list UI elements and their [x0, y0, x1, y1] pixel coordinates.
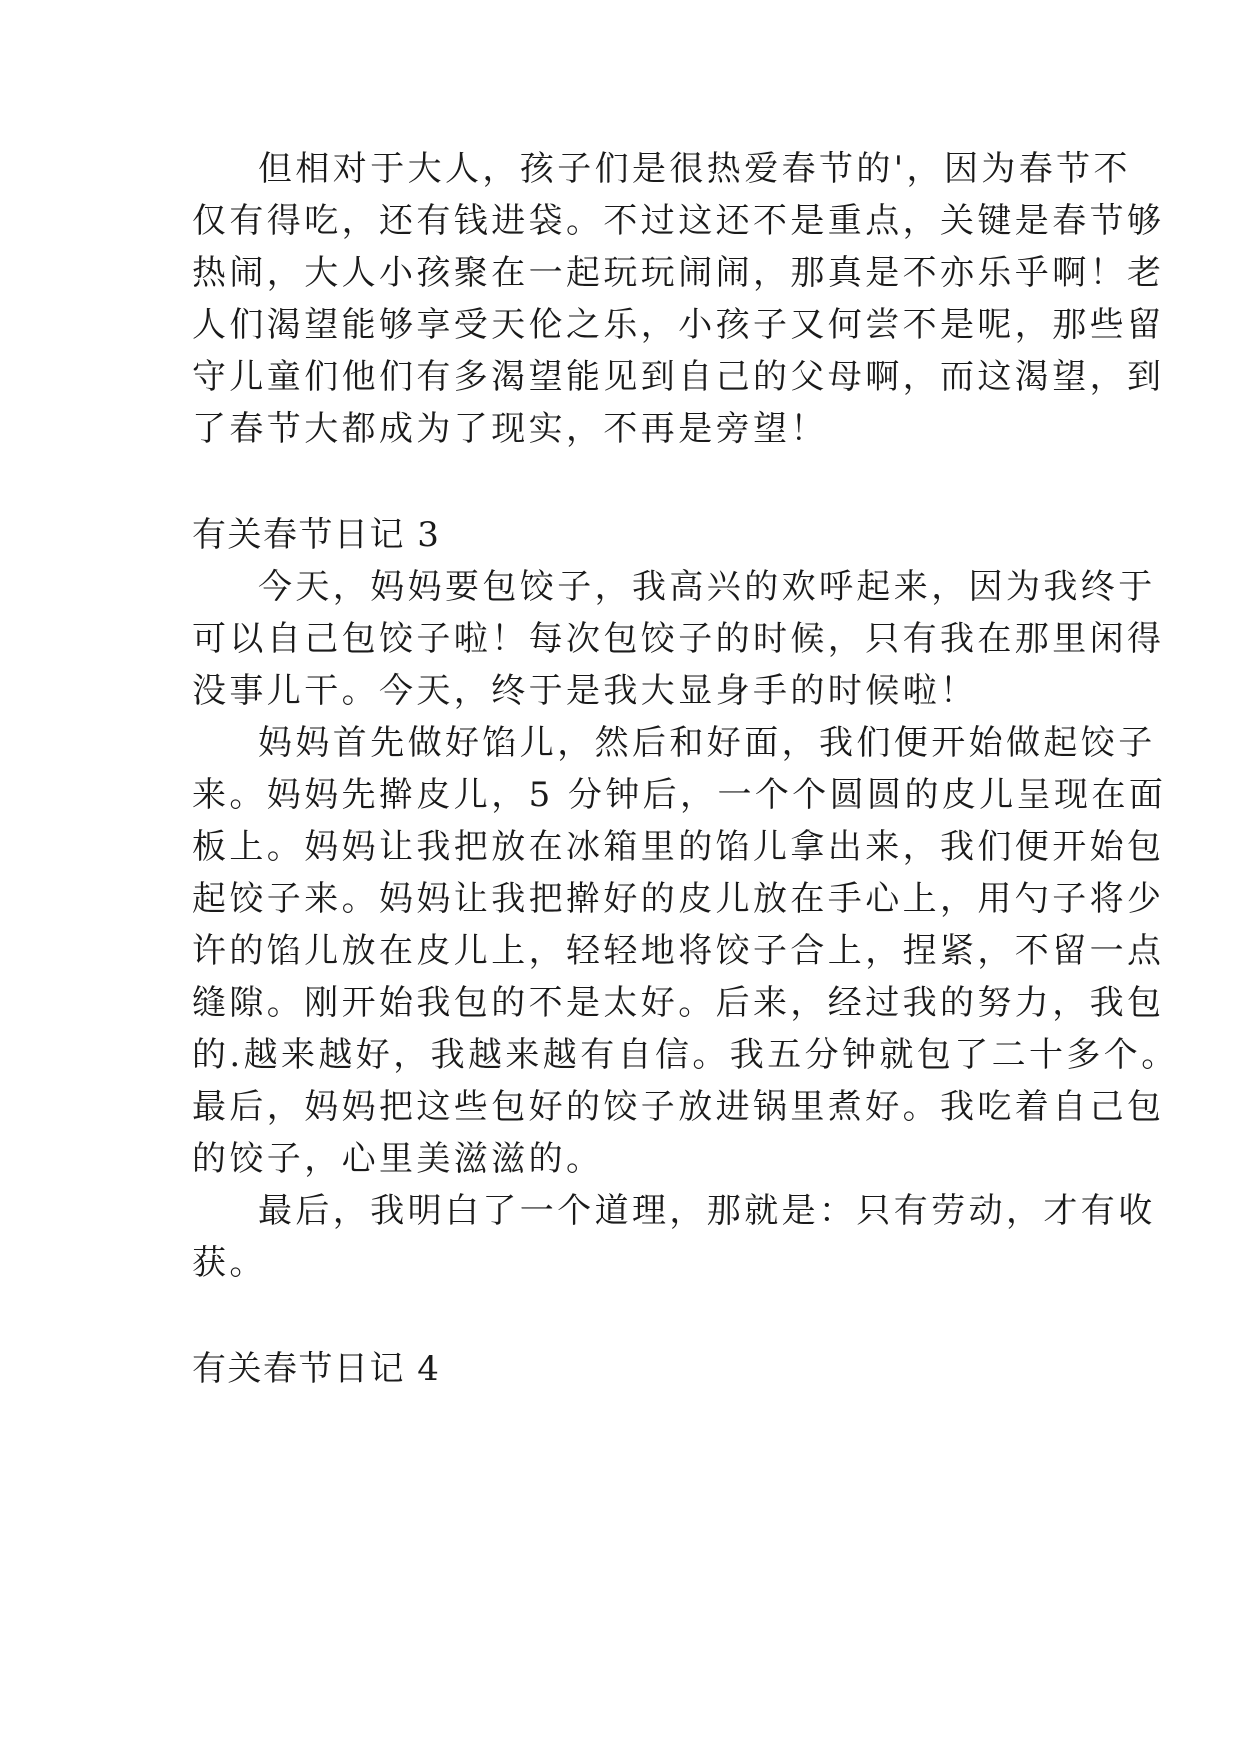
paragraph-3-line-5: 许的馅儿放在皮儿上，轻轻地将饺子合上，捏紧，不留一点: [192, 931, 1165, 971]
section-heading-3: 有关春节日记 3: [192, 515, 441, 555]
paragraph-3-line-8: 最后，妈妈把这些包好的饺子放进锅里煮好。我吃着自己包: [192, 1087, 1165, 1127]
paragraph-1-line-3: 热闹，大人小孩聚在一起玩玩闹闹，那真是不亦乐乎啊！老: [192, 253, 1165, 293]
paragraph-3-line-1: 妈妈首先做好馅儿，然后和好面，我们便开始做起饺子: [258, 723, 1156, 763]
paragraph-2-line-1: 今天，妈妈要包饺子，我高兴的欢呼起来，因为我终于: [258, 567, 1156, 607]
paragraph-1-line-6: 了春节大都成为了现实，不再是旁望！: [192, 409, 828, 449]
paragraph-3-line-2: 来。妈妈先擀皮儿，5 分钟后，一个个圆圆的皮儿呈现在面: [192, 775, 1167, 815]
section-heading-4: 有关春节日记 4: [192, 1349, 441, 1389]
paragraph-3-line-7: 的.越来越好，我越来越有自信。我五分钟就包了二十多个。: [192, 1035, 1179, 1075]
paragraph-3-line-9: 的饺子，心里美滋滋的。: [192, 1139, 604, 1179]
paragraph-1-line-2: 仅有得吃，还有钱进袋。不过这还不是重点，关键是春节够: [192, 201, 1165, 241]
paragraph-4-line-1: 最后，我明白了一个道理，那就是：只有劳动，才有收: [258, 1191, 1156, 1231]
paragraph-1-line-1: 但相对于大人，孩子们是很热爱春节的'，因为春节不: [258, 149, 1131, 189]
paragraph-1-line-5: 守儿童们他们有多渴望能见到自己的父母啊，而这渴望，到: [192, 357, 1165, 397]
paragraph-2-line-2: 可以自己包饺子啦！每次包饺子的时候，只有我在那里闲得: [192, 619, 1165, 659]
paragraph-4-line-2: 获。: [192, 1243, 267, 1283]
paragraph-3-line-6: 缝隙。刚开始我包的不是太好。后来，经过我的努力，我包: [192, 983, 1165, 1023]
paragraph-1-line-4: 人们渴望能够享受天伦之乐，小孩子又何尝不是呢，那些留: [192, 305, 1165, 345]
paragraph-3-line-4: 起饺子来。妈妈让我把擀好的皮儿放在手心上，用勺子将少: [192, 879, 1165, 919]
paragraph-3-line-3: 板上。妈妈让我把放在冰箱里的馅儿拿出来，我们便开始包: [192, 827, 1165, 867]
paragraph-2-line-3: 没事儿干。今天，终于是我大显身手的时候啦！: [192, 671, 978, 711]
